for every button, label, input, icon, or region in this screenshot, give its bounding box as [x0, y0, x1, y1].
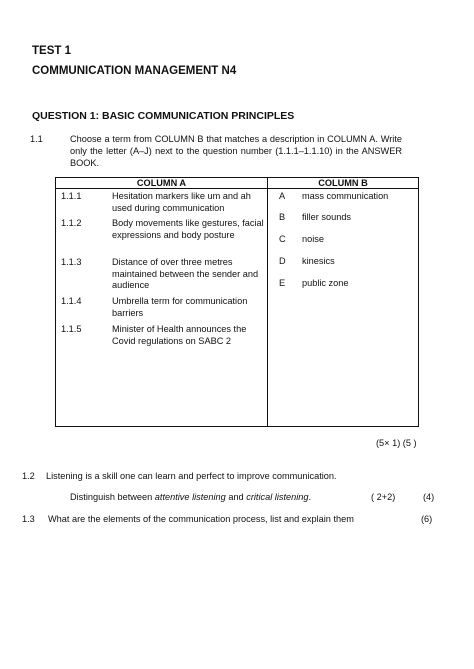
question-1-2-mark-split: ( 2+2) — [371, 492, 396, 502]
test-title: TEST 1 — [32, 45, 71, 57]
question-1-2-subquestion — [70, 492, 311, 502]
item-letter: A — [279, 191, 286, 201]
subquestion-suffix: . — [308, 492, 312, 502]
item-letter: E — [279, 278, 286, 288]
question-1-1-marks: (5× 1) (5 ) — [376, 438, 417, 448]
term-critical-listening: critical listening — [246, 492, 309, 502]
course-title: COMMUNICATION MANAGEMENT N4 — [32, 65, 237, 77]
question-1-2-text: Listening is a skill one can learn and perfect to improve communication. — [46, 471, 337, 481]
item-term: kinesics — [302, 256, 335, 266]
item-term: filler sounds — [302, 212, 352, 222]
question-1-3-marks: (6) — [421, 514, 433, 524]
item-number: 1.1.4 — [61, 296, 82, 306]
column-b-header: COLUMN B — [318, 178, 368, 188]
item-term: mass communication — [302, 191, 389, 201]
item-letter: D — [279, 256, 286, 266]
item-number: 1.1.1 — [61, 191, 82, 201]
item-letter: B — [279, 212, 286, 222]
subquestion-and: and — [225, 492, 247, 502]
header-rule — [56, 188, 418, 189]
term-attentive-listening: attentive listening — [154, 492, 226, 502]
question-1-1-number: 1.1 — [30, 134, 43, 144]
matching-table — [55, 177, 419, 427]
question-1-3-number: 1.3 — [22, 514, 35, 524]
item-term: public zone — [302, 278, 349, 288]
item-letter: C — [279, 234, 286, 244]
column-a-header: COLUMN A — [136, 178, 187, 188]
item-term: noise — [302, 234, 324, 244]
question-1-2-marks: (4) — [423, 492, 435, 502]
item-description: Distance of over three metres maintained between the sender and audience — [112, 257, 259, 290]
item-description: Body movements like gestures, facial expressions and body posture — [112, 218, 264, 240]
subquestion-prefix: Distinguish between — [70, 492, 155, 502]
question-1-2-number: 1.2 — [22, 471, 35, 481]
item-number: 1.1.5 — [61, 324, 82, 334]
question-1-heading: QUESTION 1: BASIC COMMUNICATION PRINCIPLES — [32, 110, 295, 122]
question-1-1-instruction: Choose a term from COLUMN B that matches a description in COLUMN A. Write only the letter (A–J) next to the question number (1.1.1–1.1.10) in the ANSWER BOOK. — [70, 134, 402, 168]
item-description: Minister of Health announces the Covid regulations on SABC 2 — [112, 324, 247, 346]
question-1-3-text: What are the elements of the communication process, list and explain them — [48, 514, 354, 524]
item-description: Hesitation markers like um and ah used during communication — [112, 191, 251, 213]
item-description: Umbrella term for communication barriers — [112, 296, 248, 318]
item-number: 1.1.3 — [61, 257, 82, 267]
item-number: 1.1.2 — [61, 218, 82, 228]
